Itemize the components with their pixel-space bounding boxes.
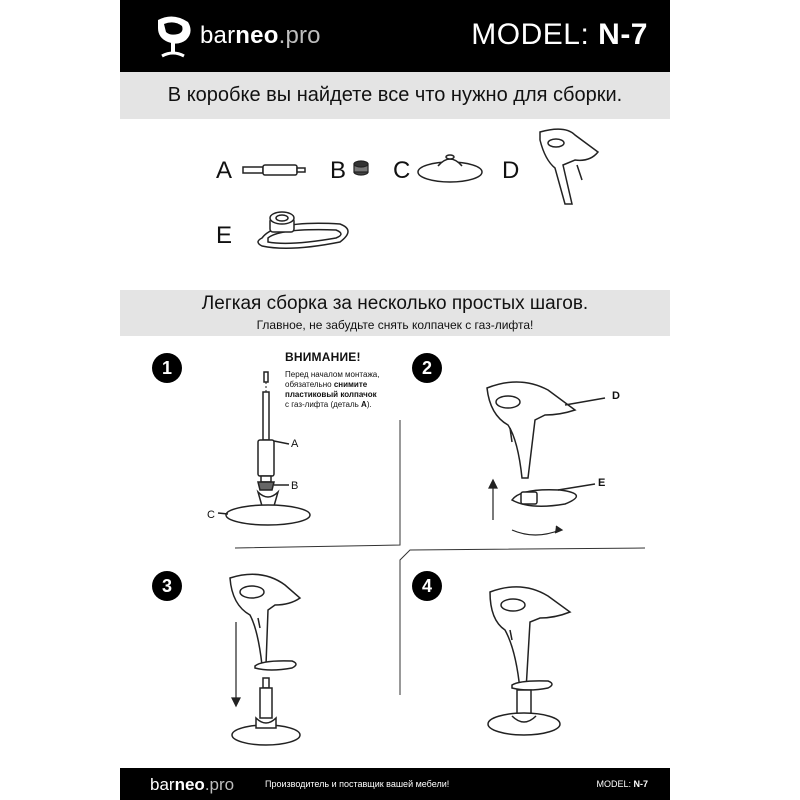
step2-rotate-arrow-icon [512,526,562,535]
footer-model: MODEL: N-7 [596,779,648,789]
brand-name: barneo.pro [200,22,321,49]
step-number-3: 3 [152,571,182,601]
step2-seat-drawing [487,382,605,478]
part-label-b: B [330,157,347,184]
step3-seat-drawing [230,574,300,665]
step4-assembled-stool-drawing [488,587,570,735]
step1-gas-lift-drawing [218,372,310,525]
step-number-4: 4 [412,571,442,601]
step1-label-a: A [291,438,299,450]
step3-down-arrow-icon [232,622,240,706]
part-label-d: D [502,157,520,184]
step2-label-d: D [612,390,620,402]
steps-subtitle: Главное, не забудьте снять колпачек с газ-лифта! [256,318,534,332]
step1-label-c: C [207,509,215,521]
step2-footrest-drawing [512,484,595,506]
box-contents-title: В коробке вы найдете все что нужно для сборки. [167,84,623,106]
warning-line-2: обязательно снимите [285,380,368,389]
part-label-c: C [393,157,411,184]
warning-line-4: с газ-лифта (деталь A). [285,400,372,409]
warning-heading: ВНИМАНИЕ! [285,350,361,364]
step1-label-b: B [291,480,299,492]
quadrant-divider-lines [235,420,645,695]
warning-line-1: Перед началом монтажа, [285,370,380,379]
step2-up-arrow-icon [489,480,497,520]
footer-tagline: Производитель и поставщик вашей мебели! [265,779,450,789]
warning-line-3: пластиковый колпачок [285,390,377,399]
step2-label-e: E [598,477,606,489]
footer-bar [120,768,670,800]
step-number-2: 2 [412,353,442,383]
part-label-e: E [216,222,233,249]
steps-title: Легкая сборка за несколько простых шагов. [201,293,589,314]
step3-base-drawing [232,678,300,745]
footer-brand: barneo.pro [150,775,235,794]
model-label: MODEL: N-7 [471,18,648,51]
part-label-a: A [216,157,233,184]
step-number-1: 1 [152,353,182,383]
